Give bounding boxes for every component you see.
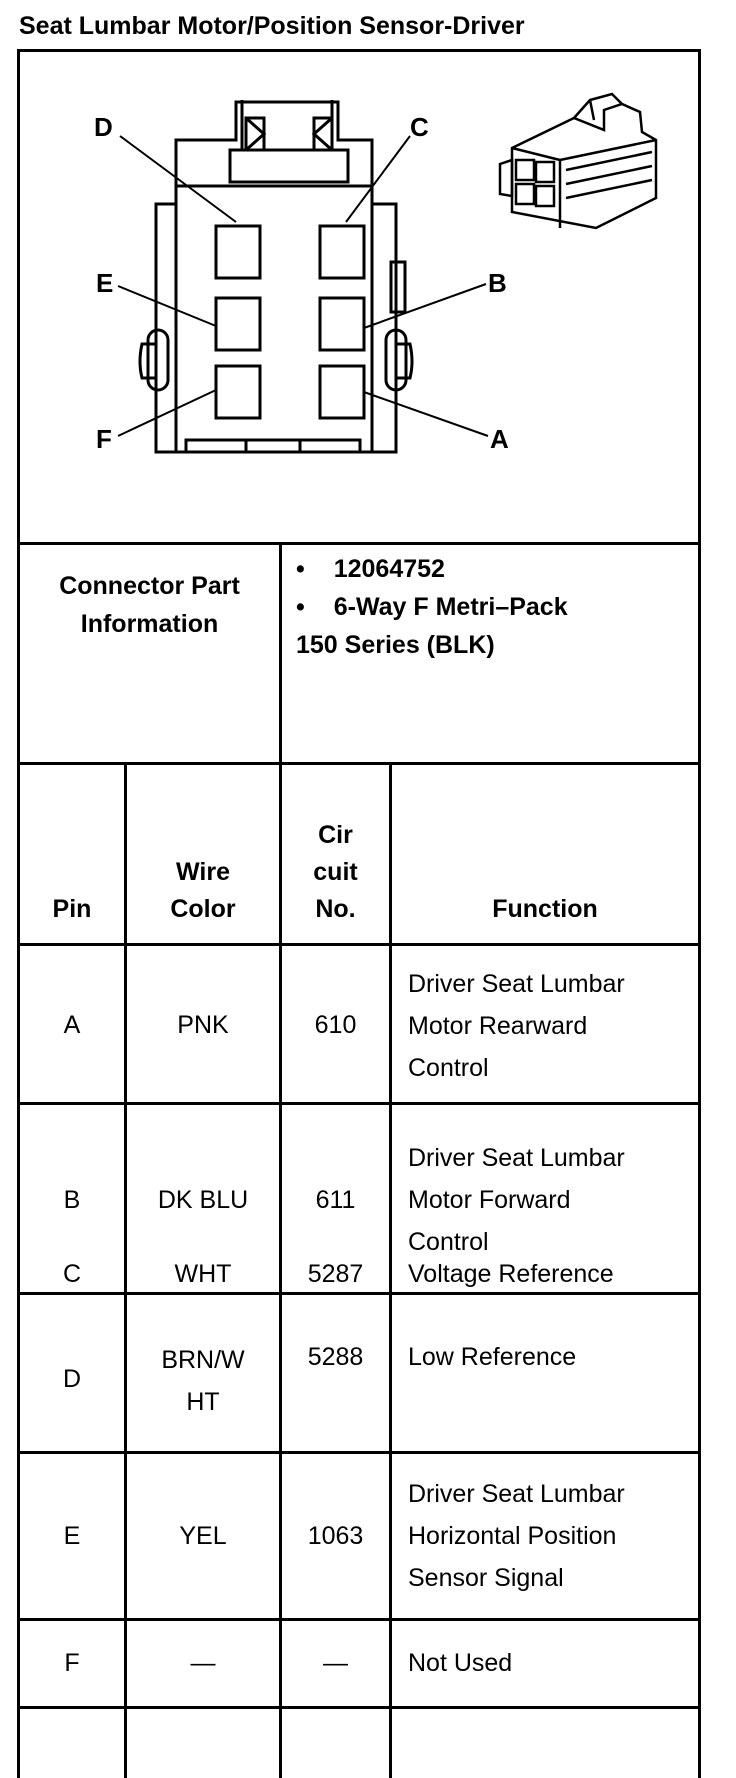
- row-e-pin: E: [63, 1521, 81, 1550]
- connector-description: 6-Way F Metri–Pack: [333, 593, 568, 621]
- pin-label-b: B: [488, 268, 507, 298]
- pin-label-f: F: [96, 424, 112, 454]
- row-f-wire-color: —: [190, 1649, 216, 1677]
- connector-series: 150 Series (BLK): [296, 631, 495, 659]
- row-f-circuit: —: [323, 1649, 348, 1677]
- row-b-wire-color: DK BLU: [157, 1185, 249, 1214]
- row-e-function: Driver Seat Lumbar Horizontal Position Sensor Signal: [408, 1480, 625, 1592]
- row-e-wire-color: YEL: [179, 1521, 227, 1550]
- row-d-function: Low Reference: [408, 1343, 577, 1371]
- row-c-pin: C: [62, 1259, 82, 1288]
- pin-label-e: E: [96, 268, 114, 298]
- pin-label-a: A: [490, 424, 509, 454]
- connector-part-info-label: Connector Part Information: [59, 572, 240, 638]
- header-function: Function: [492, 895, 598, 923]
- part-number-item: [296, 550, 445, 588]
- pin-label-c: C: [410, 112, 429, 142]
- pin-label-d: D: [94, 112, 113, 142]
- row-f-pin: F: [64, 1649, 80, 1677]
- row-c-circuit: 5287: [307, 1259, 364, 1288]
- row-e-circuit: 1063: [307, 1521, 364, 1550]
- header-circuit-number: Cir cuit No.: [313, 821, 358, 923]
- row-b-pin: B: [63, 1185, 81, 1214]
- row-b-circuit: 611: [315, 1185, 356, 1214]
- row-a-function: Driver Seat Lumbar Motor Rearward Control: [408, 969, 625, 1082]
- header-wire-color: Wire Color: [170, 858, 236, 923]
- row-d-pin: D: [62, 1365, 82, 1393]
- header-pin: Pin: [52, 895, 92, 923]
- row-f-function: Not Used: [408, 1649, 513, 1677]
- part-number: 12064752: [333, 555, 445, 583]
- row-b-function: Driver Seat Lumbar Motor Forward Control: [408, 1144, 625, 1256]
- row-a-pin: A: [63, 1011, 81, 1039]
- row-c-wire-color: WHT: [174, 1259, 232, 1288]
- row-d-wire-color: BRN/W HT: [161, 1346, 245, 1416]
- row-c-function: Voltage Reference: [408, 1259, 614, 1288]
- row-a-wire-color: PNK: [177, 1011, 229, 1039]
- row-a-circuit: 610: [314, 1011, 357, 1039]
- page-title: Seat Lumbar Motor/Position Sensor-Driver: [19, 12, 525, 40]
- description-item: [296, 588, 568, 626]
- row-d-circuit: 5288: [307, 1343, 364, 1371]
- bullet: •: [296, 593, 305, 621]
- bullet: •: [296, 555, 305, 583]
